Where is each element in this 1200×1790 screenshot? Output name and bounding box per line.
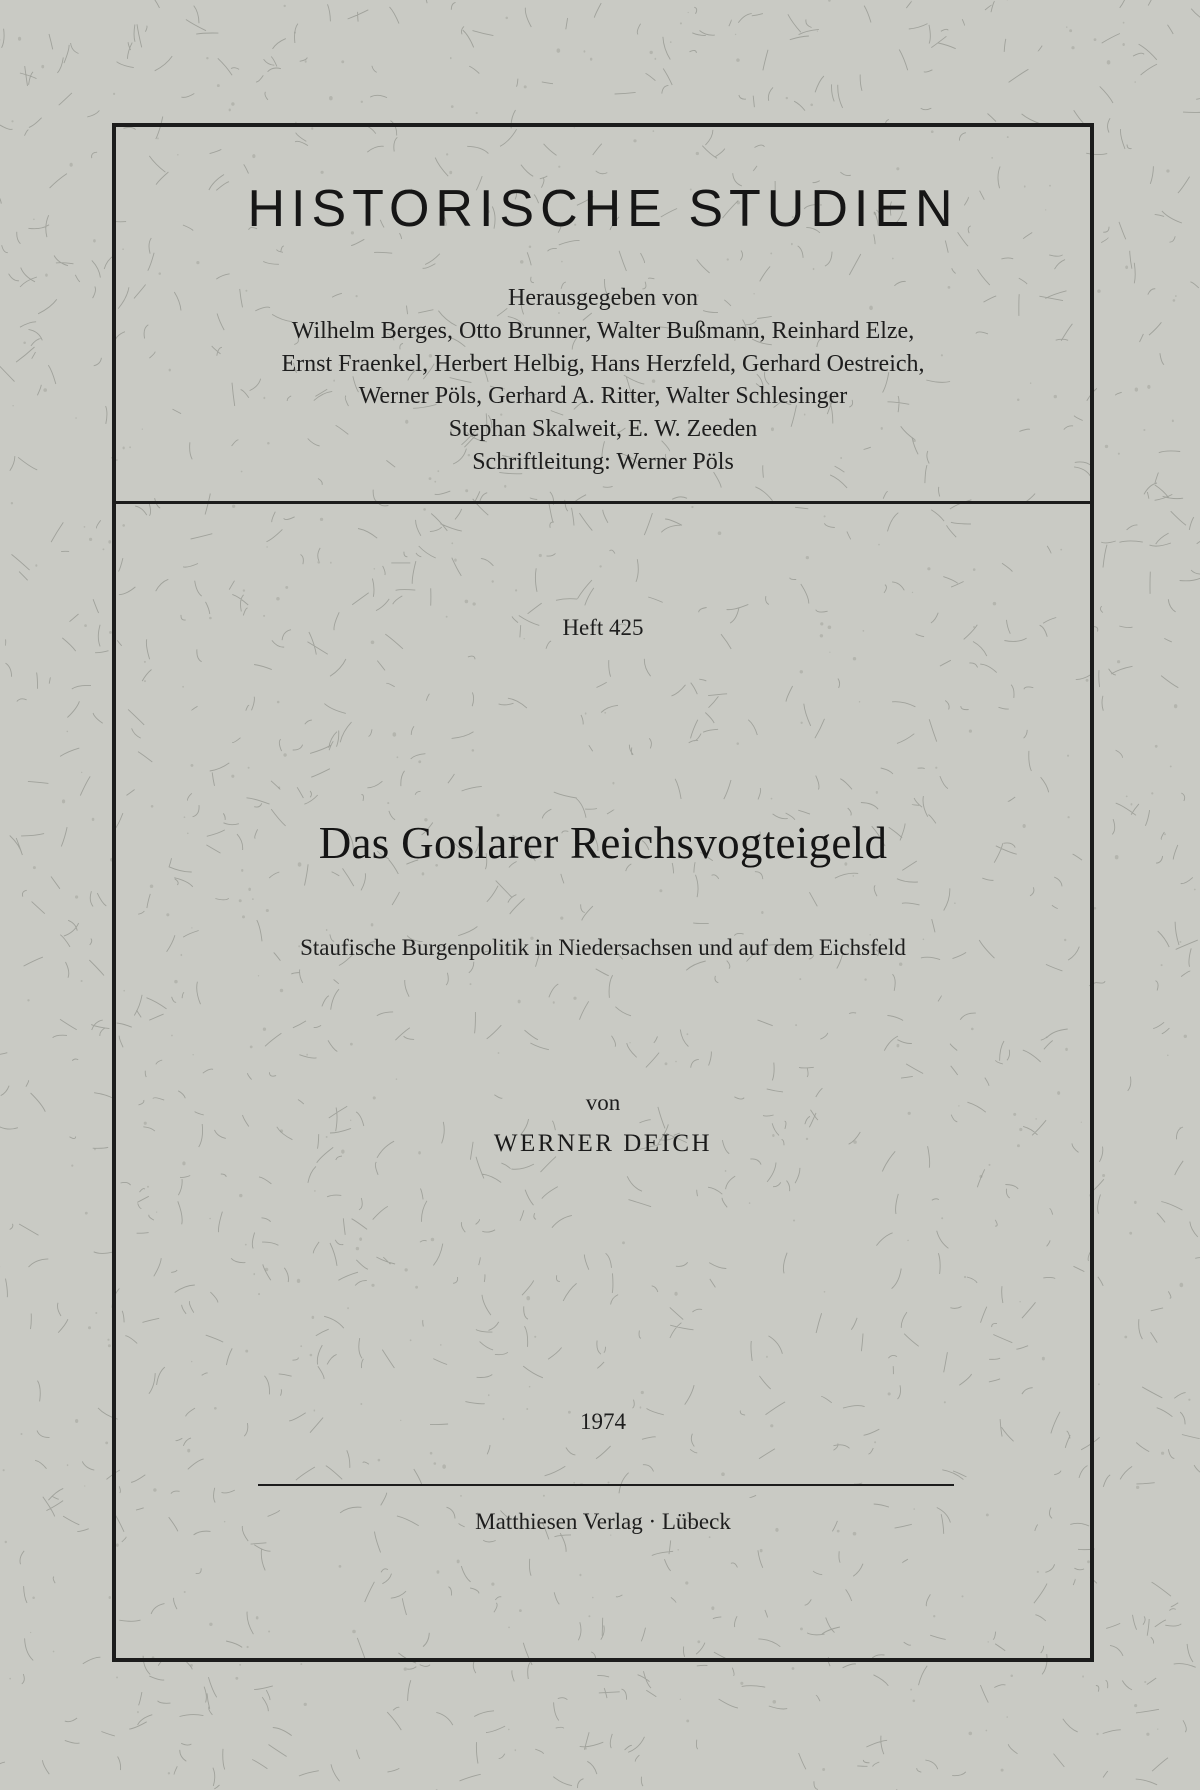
editors-line: Werner Pöls, Gerhard A. Ritter, Walter Schlesinger (358, 383, 848, 410)
book-subtitle: Staufische Burgenpolitik in Niedersachsen und auf dem Eichsfeld (300, 935, 906, 960)
cover-frame (112, 123, 1094, 1662)
by-label: von (585, 1090, 621, 1115)
editors-line: Ernst Fraenkel, Herbert Helbig, Hans Herzfeld, Gerhard Oestreich, (281, 350, 925, 377)
footer-rule (258, 1484, 954, 1486)
issue-number: Heft 425 (562, 615, 644, 640)
editors-block (116, 282, 1090, 479)
author-name: WERNER DEICH (493, 1130, 713, 1157)
publisher-line: Matthiesen Verlag · Lübeck (475, 1509, 731, 1534)
series-title: HISTORISCHE STUDIEN (247, 180, 959, 238)
editors-intro: Herausgegeben von (508, 285, 698, 311)
editorial-line: Schriftleitung: Werner Pöls (472, 448, 734, 475)
header-divider (116, 501, 1090, 504)
editors-line: Stephan Skalweit, E. W. Zeeden (448, 416, 758, 443)
publication-year: 1974 (580, 1409, 626, 1434)
editors-line: Wilhelm Berges, Otto Brunner, Walter Bußmann, Reinhard Elze, (291, 317, 915, 344)
book-title: Das Goslarer Reichsvogteigeld (318, 818, 888, 868)
